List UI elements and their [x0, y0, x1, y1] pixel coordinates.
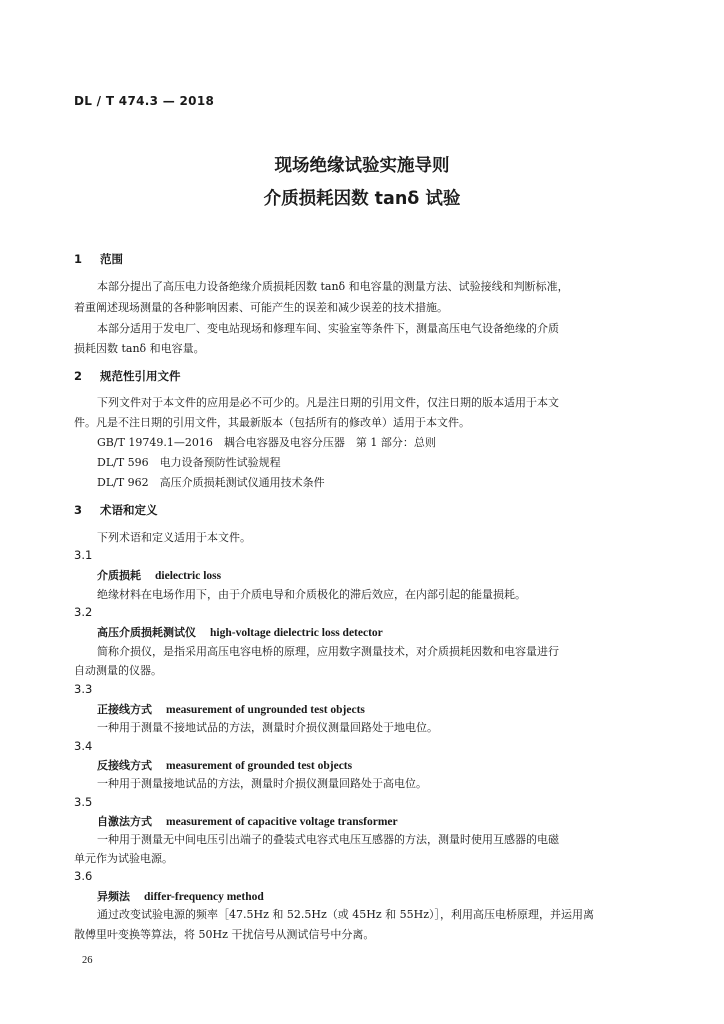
- definition-line: 单元作为试验电源。: [74, 852, 173, 865]
- definition-line: 散傅里叶变换等算法，将 50Hz 干扰信号从测试信号中分离。: [74, 928, 375, 941]
- term-heading: [97, 757, 352, 773]
- reference-item: GB/T 19749.1—2016 耦合电容器及电容分压器 第 1 部分：总则: [97, 436, 436, 449]
- section-3-heading: [74, 502, 158, 518]
- term-number: 3.3: [74, 682, 93, 696]
- term-cn: 自激法方式: [97, 815, 152, 828]
- paragraph-line: 损耗因数 tanδ 和电容量。: [74, 342, 205, 355]
- standard-number: DL / T 474.3 — 2018: [74, 94, 215, 108]
- term-en: dielectric loss: [155, 570, 222, 582]
- paragraph-line: 下列文件对于本文件的应用是必不可少的。凡是注日期的引用文件，仅注日期的版本适用于本文: [97, 396, 559, 409]
- paragraph-line: 着重阐述现场测量的各种影响因素、可能产生的误差和减少误差的技术措施。: [74, 301, 448, 314]
- term-cn: 反接线方式: [97, 759, 152, 772]
- definition-line: 简称介损仪，是指采用高压电容电桥的原理，应用数字测量技术，对介质损耗因数和电容量进行: [97, 645, 559, 658]
- term-en: measurement of ungrounded test objects: [166, 704, 365, 716]
- section-title: 范围: [100, 252, 123, 266]
- term-heading: [97, 888, 264, 904]
- section-1-heading: [74, 251, 123, 267]
- definition-line: 一种用于测量不接地试品的方法，测量时介损仪测量回路处于地电位。: [97, 721, 438, 734]
- term-cn: 高压介质损耗测试仪: [97, 626, 196, 639]
- term-cn: 正接线方式: [97, 703, 152, 716]
- section-number: 3: [74, 503, 83, 517]
- term-number: 3.5: [74, 795, 93, 809]
- term-heading: [97, 701, 365, 717]
- section-title: 规范性引用文件: [100, 369, 181, 383]
- definition-line: 绝缘材料在电场作用下，由于介质电导和介质极化的滞后效应，在内部引起的能量损耗。: [97, 588, 526, 601]
- paragraph-line: 本部分适用于发电厂、变电站现场和修理车间、实验室等条件下，测量高压电气设备绝缘的介质: [97, 322, 559, 335]
- term-number: 3.6: [74, 869, 93, 883]
- definition-line: 自动测量的仪器。: [74, 664, 162, 677]
- definition-line: 通过改变试验电源的频率［47.5Hz 和 52.5Hz（或 45Hz 和 55Hz）］，利用高压电桥原理，并运用离: [97, 908, 595, 921]
- paragraph-line: 本部分提出了高压电力设备绝缘介质损耗因数 tanδ 和电容量的测量方法、试验接线和判断标准，: [97, 280, 569, 293]
- section-title: 术语和定义: [100, 503, 158, 517]
- definition-line: 一种用于测量无中间电压引出端子的叠装式电容式电压互感器的方法，测量时使用互感器的电磁: [97, 833, 559, 846]
- document-title: 现场绝缘试验实施导则: [274, 156, 450, 176]
- term-en: differ-frequency method: [144, 891, 264, 903]
- section-number: 1: [74, 252, 83, 266]
- paragraph-line: 下列术语和定义适用于本文件。: [97, 531, 251, 544]
- page-number: 26: [82, 955, 93, 966]
- term-en: high-voltage dielectric loss detector: [210, 627, 383, 639]
- term-number: 3.4: [74, 739, 93, 753]
- section-2-heading: [74, 368, 181, 384]
- term-number: 3.1: [74, 548, 93, 562]
- term-number: 3.2: [74, 605, 93, 619]
- term-en: measurement of grounded test objects: [166, 760, 353, 772]
- section-number: 2: [74, 369, 83, 383]
- term-cn: 异频法: [97, 890, 130, 903]
- paragraph-line: 件。凡是不注日期的引用文件，其最新版本（包括所有的修改单）适用于本文件。: [74, 416, 470, 429]
- reference-item: DL/T 962 高压介质损耗测试仪通用技术条件: [97, 476, 325, 489]
- term-en: measurement of capacitive voltage transformer: [166, 816, 398, 828]
- document-subtitle: 介质损耗因数 tanδ 试验: [263, 189, 461, 209]
- definition-line: 一种用于测量接地试品的方法，测量时介损仪测量回路处于高电位。: [97, 777, 427, 790]
- term-heading: [97, 624, 383, 640]
- term-heading: [97, 813, 398, 829]
- term-heading: [97, 567, 221, 583]
- term-cn: 介质损耗: [97, 569, 141, 582]
- reference-item: DL/T 596 电力设备预防性试验规程: [97, 456, 281, 469]
